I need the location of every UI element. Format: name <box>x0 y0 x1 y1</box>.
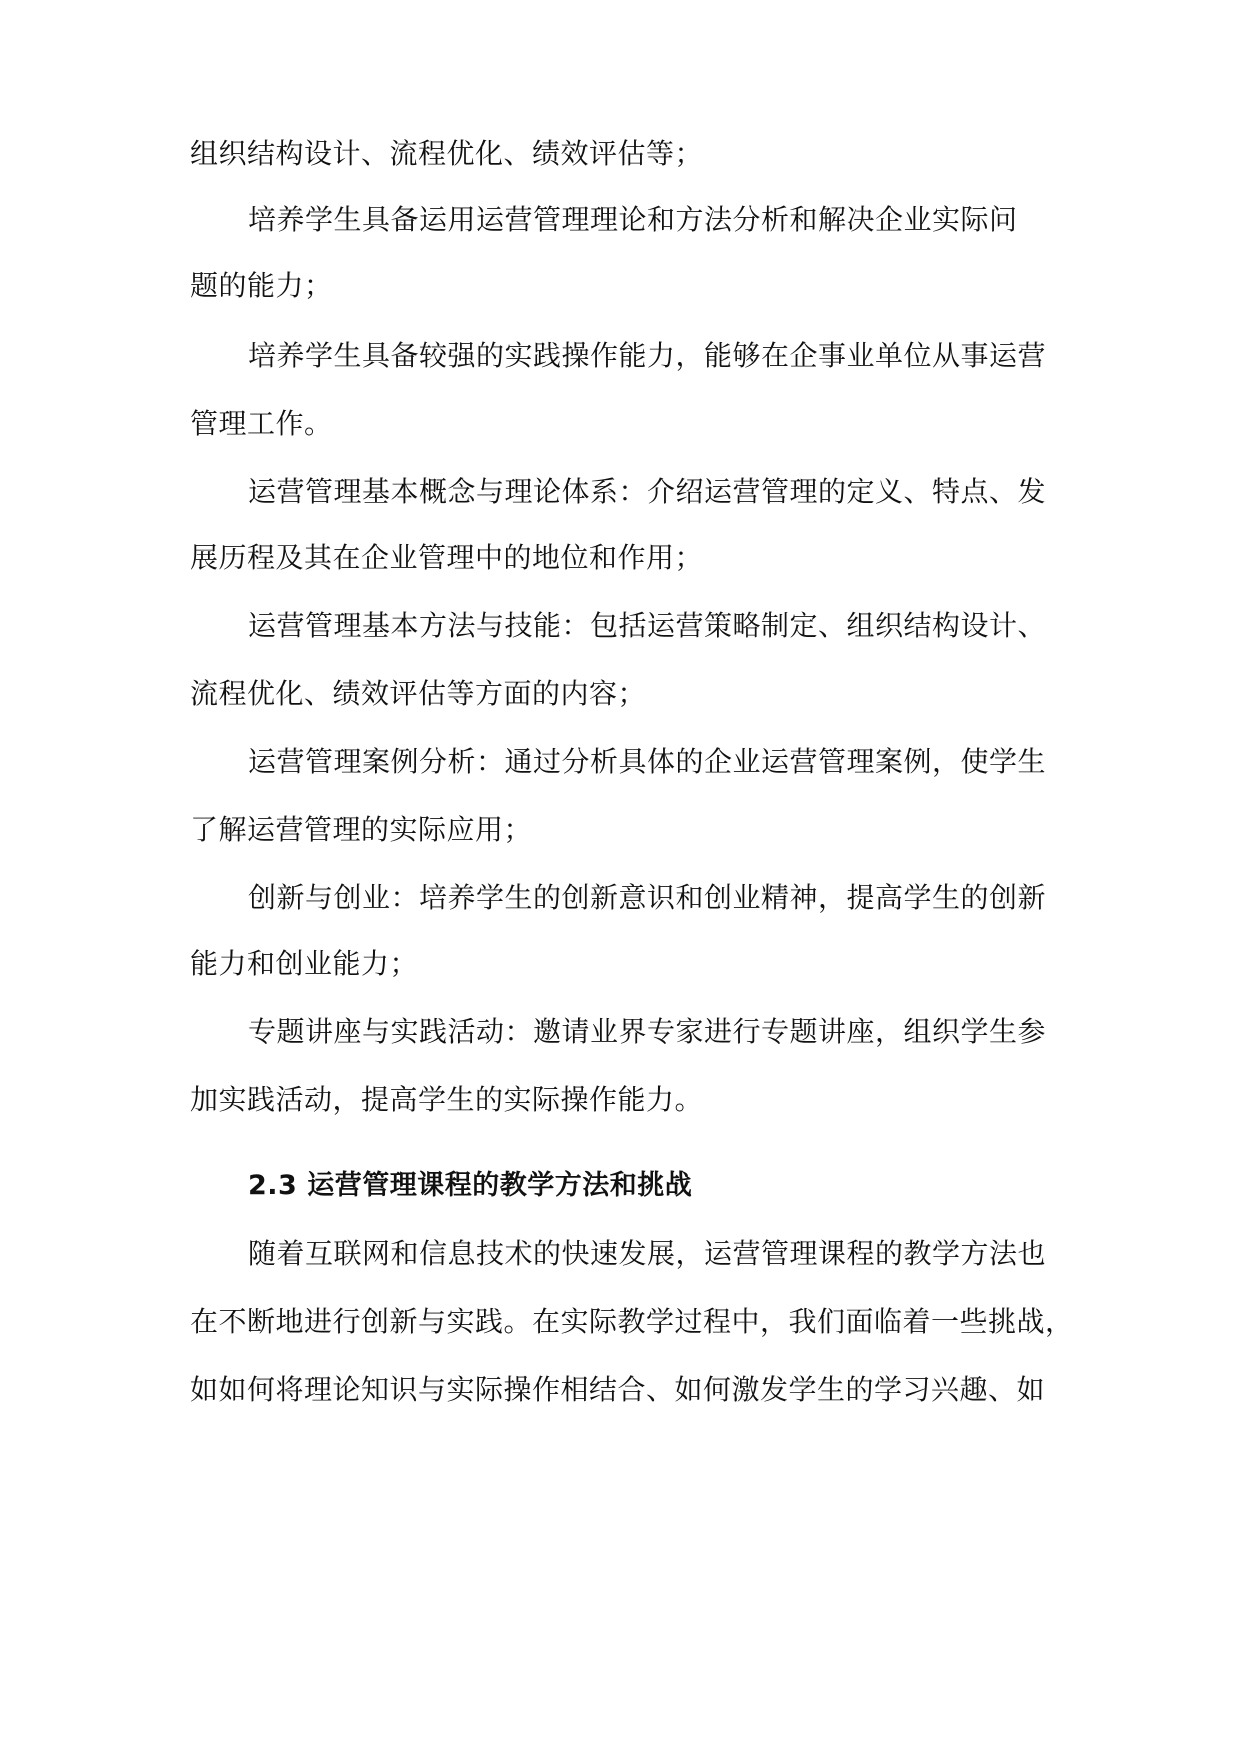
text-line: 流程优化、绩效评估等方面的内容； <box>190 677 647 710</box>
section-heading: 2.3 运营管理课程的教学方法和挑战 <box>248 1170 693 1201</box>
text-line: 在不断地进行创新与实践。在实际教学过程中，我们面临着一些挑战， <box>190 1305 1074 1338</box>
text-line: 了解运营管理的实际应用； <box>190 813 533 846</box>
text-line: 展历程及其在企业管理中的地位和作用； <box>190 541 704 574</box>
text-line: 能力和创业能力； <box>190 947 419 980</box>
text-line: 组织结构设计、流程优化、绩效评估等； <box>190 137 704 170</box>
text-line: 加实践活动，提高学生的实际操作能力。 <box>190 1083 704 1116</box>
text-line: 如如何将理论知识与实际操作相结合、如何激发学生的学习兴趣、如 <box>190 1373 1046 1406</box>
text-line: 题的能力； <box>190 269 333 302</box>
text-line: 运营管理基本方法与技能：包括运营策略制定、组织结构设计、 <box>248 609 1047 642</box>
text-line: 培养学生具备运用运营管理理论和方法分析和解决企业实际问 <box>248 203 1018 236</box>
text-line: 培养学生具备较强的实践操作能力，能够在企事业单位从事运营 <box>248 339 1047 372</box>
text-line: 运营管理案例分析：通过分析具体的企业运营管理案例，使学生 <box>248 745 1047 778</box>
text-line: 创新与创业：培养学生的创新意识和创业精神，提高学生的创新 <box>248 881 1047 914</box>
text-line: 管理工作。 <box>190 407 333 440</box>
text-line: 随着互联网和信息技术的快速发展，运营管理课程的教学方法也 <box>248 1237 1047 1270</box>
text-line: 运营管理基本概念与理论体系：介绍运营管理的定义、特点、发 <box>248 475 1047 508</box>
text-line: 专题讲座与实践活动：邀请业界专家进行专题讲座，组织学生参 <box>248 1015 1047 1048</box>
